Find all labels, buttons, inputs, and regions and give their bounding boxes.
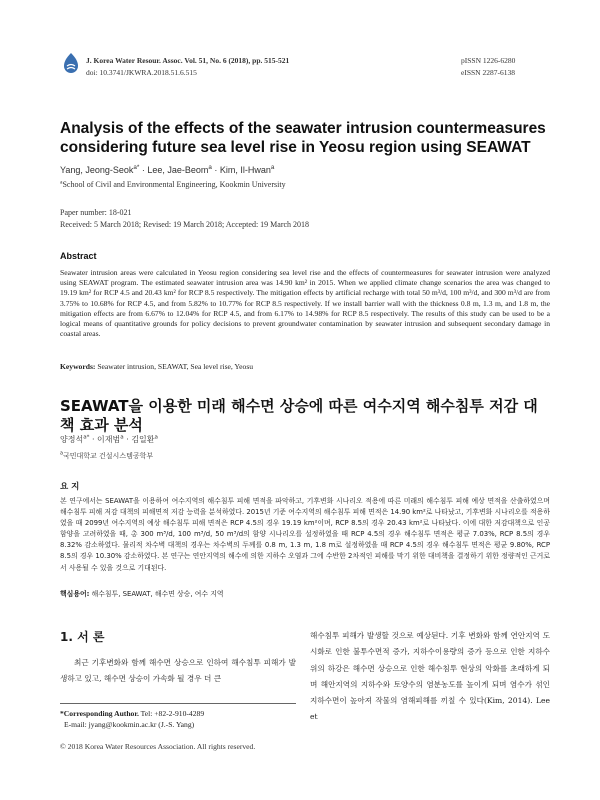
footnote-divider <box>60 703 296 704</box>
affiliation-en: $^a$School of Civil and Environmental Engineering, Kookmin University <box>60 179 286 189</box>
intro-heading: 1. 서 론 <box>60 630 105 644</box>
abstract-text: Seawater intrusion areas were calculated in Yeosu region considering sea level rise and the effects of countermeasures for seawater intrusion were analyzed using SEAWAT program. The estimated seawater intrusion area was 14.90 km² in 2015. When we applied climate change scenarios the area was changed to 19.19 km² for RCP 4.5 and 20.43 km² for RCP 8.5 respectively. The mitigation effects by artificial recharge with total 50 m³/d, 100 m³/d, and 300 m³/d are from 3.75% to 10.68% for RCP 4.5, and from 5.82% to 10.77% for RCP 8.5 respectively. If we install barrier wall with the thickness 0.8 m, 1.3 m, and 1.8 m, the mitigation effects are from 6.67% to 12.04% for RCP 4.5, and from 6.17% to 14.98% for RCP 8.5 respectively. The results of this study can be used to be a logical means of quantitative grounds for policy decisions to prevent groundwater contamination by seawater intrusion and subsequent secondary damage in coastal areas. <box>60 268 550 339</box>
paper-number: Paper number: 18-021 <box>60 208 132 217</box>
authors-ko: 양정석$^{a*}$ · 이재범$^a$ · 김일환$^a$ <box>60 434 158 444</box>
doi[interactable]: doi: 10.3741/JKWRA.2018.51.6.515 <box>86 68 197 77</box>
yoji-heading: 요 지 <box>60 482 80 492</box>
journal-citation: J. Korea Water Resour. Assoc. Vol. 51, No. 6 (2018), pp. 515-521 <box>86 56 290 65</box>
journal-logo <box>62 52 80 74</box>
intro-text-left: 최근 기후변화와 함께 해수면 상승으로 인하여 해수침투 피해가 발생하고 있고, 해수면 상승이 가속화 될 경우 더 큰 <box>60 658 296 683</box>
authors-en: Yang, Jeong-Seok$^{a*}$ · Lee, Jae-Beom$^a$ · Kim, Il-Hwan$^a$ <box>60 164 275 175</box>
paper-title-ko: SEAWAT을 이용한 미래 해수면 상승에 따른 여수지역 해수침투 저감 대책 효과 분석 <box>60 397 538 434</box>
paper-title-en: Analysis of the effects of the seawater intrusion countermeasures considering future sea level rise in Yeosu region using SEAWAT <box>60 120 546 156</box>
received-dates: Received: 5 March 2018; Revised: 19 March 2018; Accepted: 19 March 2018 <box>60 220 310 229</box>
abstract-heading: Abstract <box>60 251 97 261</box>
pissn: pISSN 1226-6280 <box>461 56 516 65</box>
keywords-ko: 핵심용어: 해수침투, SEAWAT, 해수면 상승, 여수 지역 <box>60 590 224 598</box>
corresponding-author: *Corresponding Author. Tel: +82-2-910-4289 E-mail: jyang@kookmin.ac.kr (J.-S. Yang) <box>60 709 205 729</box>
copyright: © 2018 Korea Water Resources Association. All rights reserved. <box>60 742 256 751</box>
yoji-text: 본 연구에서는 SEAWAT을 이용하여 여수지역의 해수침투 피해 면적을 파악하고, 기후변화 시나리오 적용에 따른 미래의 해수침투 피해 예상 면적을 산출하였으며 해수침투 피해 저감 대책의 피해면적 저감 능력을 분석하였다. 2015년 기준 여수지역의 해수침투 피해 면적은 14.90 km²로 나타났고, 기후변화 시나리오를 적용하였을 때 2099년 여수지역의 예상 해수침투 피해 면적은 RCP 4.5의 경우 19.19 km²이며, RCP 8.5의 경우 20.43 km²로 나타났다. 이에 대한 저감대책으로 인공함양을 고려하였을 때, 총 300 m³/d, 100 m³/d, 50 m³/d의 함양 시나리오를 설정하였을 때 RCP 4.5의 경우 해수침투 면적은 평균 7.03%, RCP 8.5의 경우 8.32% 감소하였다. 물리적 차수벽 대책의 경우는 차수벽의 두께를 0.8 m, 1.3 m, 1.8 m로 설정하였을 때 RCP 4.5의 경우 해수침투 면적은 평균 9.80%, RCP 8.5의 경우 10.30% 감소하였다. 본 연구는 연안지역의 해수에 의한 지하수 오염과 그에 수반한 2차적인 피해를 막기 위한 대비책을 결정하기 위한 정량적인 근거로서 사용될 수 있을 것으로 기대된다. <box>60 497 550 572</box>
affiliation-ko: $^a$국민대학교 건설시스템공학부 <box>60 450 154 460</box>
keywords-en: Keywords: Seawater intrusion, SEAWAT, Sea level rise, Yeosu <box>60 362 254 371</box>
eissn: eISSN 2287-6138 <box>461 68 515 77</box>
intro-text-right: 해수침투 피해가 발생할 것으로 예상된다. 기후 변화와 함께 연안지역 도시화로 인한 불투수면적 증가, 지하수이용량의 증가 등으로 인한 지하수위의 하강은 해수면 상승으로 인한 해수침투 현상의 악화를 초래하게 되며 해안지역의 지하수와 토양수의 염분농도를 높이게 되며 염수가 섞인 지하수면이 높아져 작물의 염해피해를 끼칠 수 있다(Kim, 2014). Lee et <box>310 631 550 722</box>
corresponding-email[interactable]: E-mail: jyang@kookmin.ac.kr (J.-S. Yang) <box>64 720 195 729</box>
